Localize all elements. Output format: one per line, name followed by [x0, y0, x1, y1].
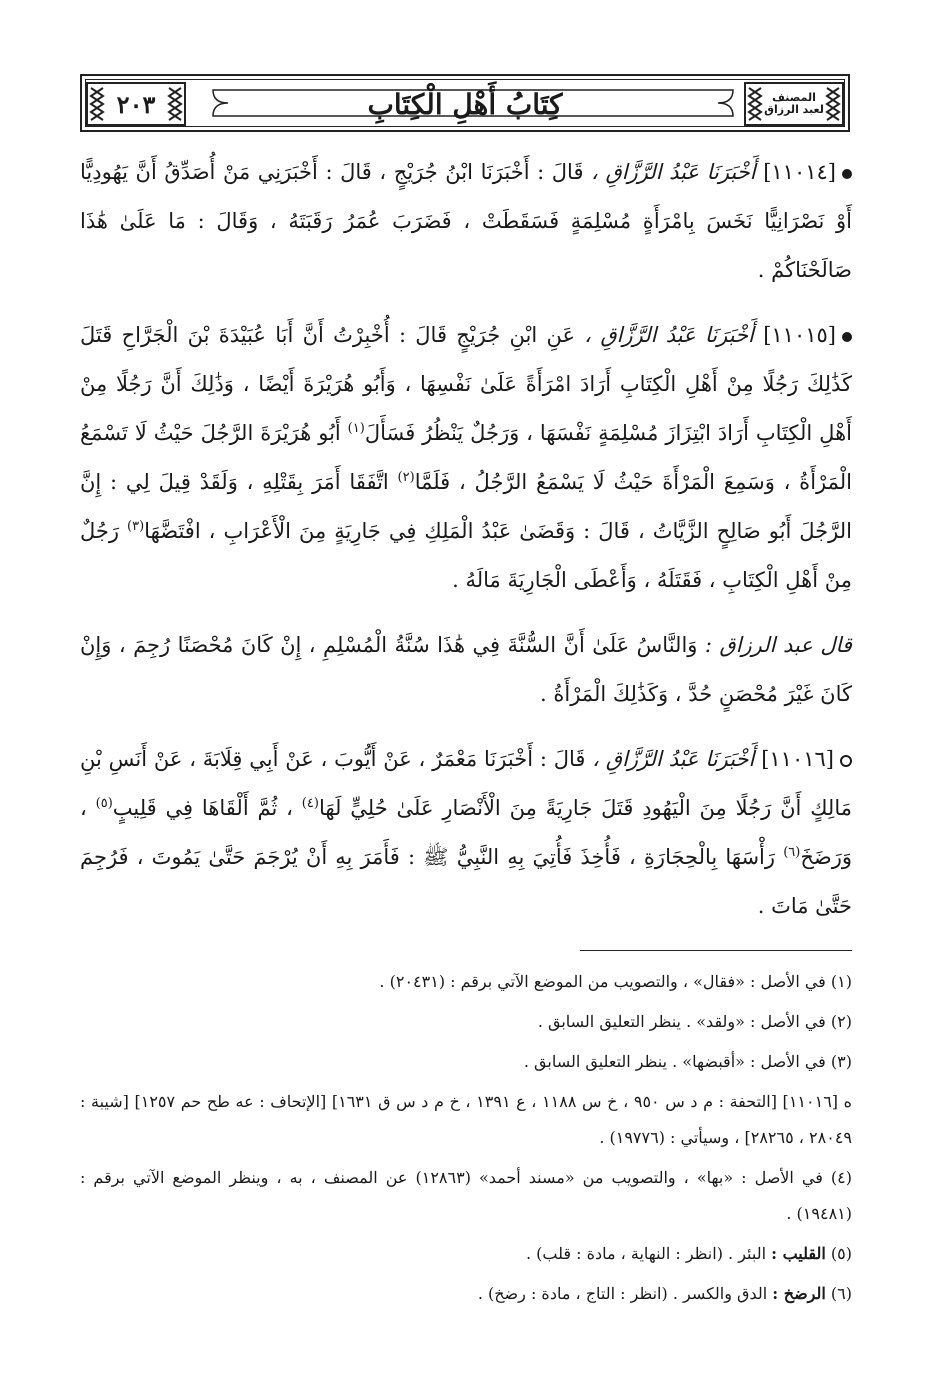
bullet-icon — [842, 332, 852, 342]
hadith-text: قَالَ : أَخْبَرَنَا مَعْمَرٌ ، عَنْ أَيُّوبَ ، عَنْ أَبِي قِلَابَةَ ، عَنْ أَنَسِ بْنِ مَالِكٍ أَنَّ رَجُلًا مِنَ الْيَهُودِ قَتَلَ جَارِيَةً مِنَ الْأَنْصَارِ عَلَىٰ حُلِيٍّ لَهَا — [80, 747, 852, 820]
footnote: (٤) في الأصل : «بها» ، والتصويب من «مسند أحمد» (١٢٨٦٣) عن المصنف ، به ، وينظر الموضع الآتي برقم : (١٩٤٨١) . — [80, 1168, 853, 1223]
footnote-ref[interactable]: (١) — [347, 421, 365, 436]
footnote-term: الرضخ : — [772, 1284, 826, 1303]
hadith-number: [١١٠١٤] — [763, 160, 836, 184]
footnote-ref[interactable]: (٤) — [301, 796, 319, 811]
hadith-text: ، ثُمَّ أَلْقَاهَا فِي قَلِيبٍ — [112, 796, 293, 820]
author-comment-intro: قال عبد الرزاق : — [704, 633, 852, 657]
knot-ornament-icon — [166, 84, 184, 124]
hadith-text: رَأْسَهَا بِالْحِجَارَةِ ، فَأُخِذَ فَأُتِيَ بِهِ النَّبِيُّ ﷺ : فَأَمَرَ بِهِ أَنْ يُرْجَمَ حَتَّىٰ يَمُوتَ ، فَرُجِمَ حَتَّىٰ مَاتَ . — [80, 845, 852, 918]
chapter-title: كِتَابُ أَهْلِ الْكِتَابِ — [367, 87, 563, 121]
hadith-text: رَجُلٌ مِنْ أَهْلِ الْكِتَابِ ، فَقَتَلَهُ ، وَأَعْطَى الْجَارِيَةَ مَالَهُ . — [80, 519, 852, 592]
hadith-text: عَنِ ابْنِ جُرَيْجٍ قَالَ : أُخْبِرْتُ أَنَّ أَبَا عُبَيْدَةَ بْنَ الْجَرَّاحِ قَتَلَ كَذَٰلِكَ رَجُلًا مِنْ أَهْلِ الْكِتَابِ أَرَادَ امْرَأَةً عَلَىٰ نَفْسِهَا ، وَأَبُو هُرَيْرَةَ أَيْضًا ، وَذَٰلِكَ أَنَّ رَجُلًا مِنْ أَهْلِ الْكِتَابِ أَرَادَ ابْتِزَازَ مُسْلِمَةٍ نَفْسَهَا ، وَرَجُلٌ يَنْظُرُ فَسَأَلَ — [80, 323, 852, 445]
emblem-line: لعبد الرزاق — [764, 103, 824, 116]
footnote-ref[interactable]: (٢) — [397, 470, 415, 485]
ring-bullet-icon — [840, 755, 852, 767]
bullet-icon — [842, 169, 852, 179]
page-header — [80, 74, 850, 132]
hadith-paragraph — [80, 148, 852, 295]
footnotes — [80, 964, 852, 1316]
book-emblem-box — [744, 82, 844, 126]
knot-ornament-icon — [88, 84, 106, 124]
hadith-paragraph — [80, 311, 852, 605]
footnote-ref[interactable]: (٣) — [127, 519, 145, 534]
footnote-number: (٦) — [825, 1284, 852, 1303]
footnote-term: القليب : — [771, 1244, 826, 1263]
author-comment-text: وَالنَّاسُ عَلَىٰ أَنَّ السُّنَّةَ فِي هَٰذَا سُنَّةُ الْمُسْلِمِ ، إِنْ كَانَ مُحْصَنًا رُجِمَ ، وَإِنْ كَانَ غَيْرَ مُحْصَنٍ حُدَّ ، وَكَذَٰلِكَ الْمَرْأَةُ . — [80, 633, 852, 706]
knot-ornament-icon — [824, 84, 842, 124]
emblem-line: المصنف — [772, 91, 816, 104]
isnad-intro: أَخْبَرَنَا عَبْدُ الرَّزَّاقِ ، — [584, 323, 754, 347]
hadith-number: [١١٠١٥] — [763, 323, 836, 347]
isnad-intro: أَخْبَرَنَا عَبْدُ الرَّزَّاقِ ، — [591, 160, 756, 184]
footnote-text: البئر . (انظر : النهاية ، مادة : قلب) . — [525, 1244, 772, 1263]
footnote-ref[interactable]: (٥) — [95, 796, 113, 811]
footnote: (١) في الأصل : «فقال» ، والتصويب من الموضع الآتي برقم : (٢٠٤٣١) . — [379, 972, 852, 991]
footnote-takhrij: ه [١١٠١٦] [التحفة : م د س ٩٥٠ ، خ س ١١٨٨ ، ع ١٣٩١ ، خ م د س ق ١٦٣١] [الإتحاف : عه طح حم ١٢٥٧] [شيبة : ٢٨٠٤٩ ، ٢٨٢٦٥] ، وسيأتي : (١٩٧٧٦) . — [80, 1092, 853, 1147]
footnote-ref[interactable]: (٦) — [783, 845, 801, 860]
hadith-text: اتَّفَقَا أَمَرَ بِقَتْلِهِ ، وَلَقَدْ قِيلَ لِي : إِنَّ الرَّجُلَ أَبُو صَالِحٍ الزَّيَّاتُ ، قَالَ : وَقَضَىٰ عَبْدُ الْمَلِكِ فِي جَارِيَةٍ مِنَ الْأَعْرَابِ ، افْتَضَّهَا — [80, 470, 852, 543]
hadith-paragraph — [80, 735, 852, 931]
main-text — [80, 148, 852, 947]
footnote — [80, 1236, 852, 1272]
knot-ornament-icon — [746, 84, 764, 124]
footnote-divider — [580, 950, 852, 951]
isnad-intro: أَخْبَرَنَا عَبْدُ الرَّزَّاقِ ، — [592, 747, 755, 771]
footnote — [80, 1276, 852, 1312]
footnote-text: الدق والكسر . (انظر : التاج ، مادة : رضخ) . — [477, 1284, 773, 1303]
book-emblem — [764, 92, 824, 116]
page-number: ٢٠٣ — [116, 89, 156, 119]
author-comment-paragraph — [80, 621, 852, 719]
hadith-number: [١١٠١٦] — [761, 747, 834, 771]
hadith-text: ، وَرَضَخَ — [80, 796, 852, 869]
footnote-number: (٥) — [825, 1244, 852, 1263]
page-number-box — [86, 82, 186, 126]
footnote: (٢) في الأصل : «ولقد» . ينظر التعليق السابق . — [537, 1012, 852, 1031]
hadith-text: قَالَ : أَخْبَرَنَا ابْنُ جُرَيْجٍ ، قَالَ : أَخْبَرَنِي مَنْ أُصَدِّقُ أَنَّ يَهُودِيًّا أَوْ نَصْرَانِيًّا نَخَسَ بِامْرَأَةٍ مُسْلِمَةٍ فَسَقَطَتْ ، فَضَرَبَ عُمَرُ رَقَبَتَهُ ، وَقَالَ : مَا عَلَىٰ هَٰذَا صَالَحْنَاكُمْ . — [80, 160, 852, 282]
footnote: (٣) في الأصل : «أقبضها» . ينظر التعليق السابق . — [523, 1052, 852, 1071]
hadith-text: أَبُو هُرَيْرَةَ الرَّجُلَ حَيْثُ لَا تَسْمَعُ الْمَرْأَةُ ، وَسَمِعَ الْمَرْأَةَ حَيْثُ لَا يَسْمَعُ الرَّجُلُ ، فَلَمَّا — [80, 421, 852, 494]
